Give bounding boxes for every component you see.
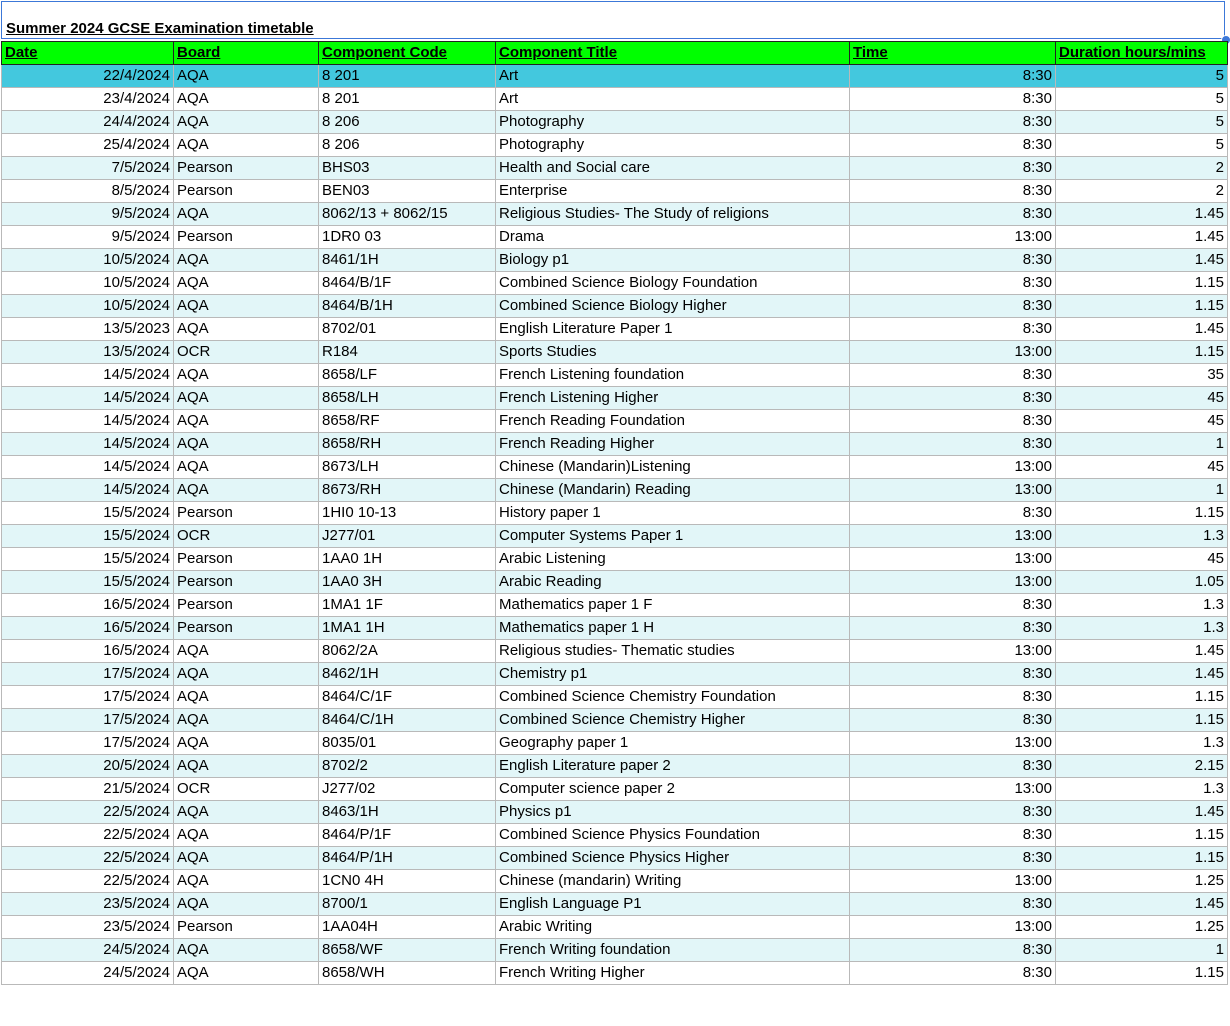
time-cell[interactable]: 13:00 [850, 525, 1056, 548]
component-title-cell[interactable]: Photography [496, 111, 850, 134]
board-cell[interactable]: Pearson [174, 617, 319, 640]
date-cell[interactable]: 16/5/2024 [2, 617, 174, 640]
time-cell[interactable]: 8:30 [850, 939, 1056, 962]
component-title-cell[interactable]: Art [496, 65, 850, 88]
board-cell[interactable]: Pearson [174, 594, 319, 617]
duration-cell[interactable]: 1.45 [1056, 226, 1228, 249]
date-cell[interactable]: 22/5/2024 [2, 801, 174, 824]
component-code-cell[interactable]: 8702/01 [319, 318, 496, 341]
table-row[interactable] [2, 295, 1228, 318]
time-cell[interactable]: 13:00 [850, 226, 1056, 249]
board-cell[interactable]: AQA [174, 88, 319, 111]
component-title-cell[interactable]: Combined Science Chemistry Foundation [496, 686, 850, 709]
time-cell[interactable]: 8:30 [850, 364, 1056, 387]
duration-cell[interactable]: 1.3 [1056, 594, 1228, 617]
duration-cell[interactable]: 1.45 [1056, 663, 1228, 686]
board-cell[interactable]: AQA [174, 295, 319, 318]
duration-cell[interactable]: 1.3 [1056, 525, 1228, 548]
duration-cell[interactable]: 1.45 [1056, 318, 1228, 341]
component-code-cell[interactable]: 8463/1H [319, 801, 496, 824]
time-cell[interactable]: 8:30 [850, 65, 1056, 88]
table-row[interactable] [2, 732, 1228, 755]
table-row[interactable] [2, 180, 1228, 203]
table-row[interactable] [2, 571, 1228, 594]
component-code-cell[interactable]: 8700/1 [319, 893, 496, 916]
component-code-cell[interactable]: 8 206 [319, 111, 496, 134]
component-code-cell[interactable]: 8062/2A [319, 640, 496, 663]
table-row[interactable] [2, 548, 1228, 571]
date-cell[interactable]: 21/5/2024 [2, 778, 174, 801]
duration-cell[interactable]: 45 [1056, 410, 1228, 433]
component-code-cell[interactable]: 8464/P/1H [319, 847, 496, 870]
component-code-cell[interactable]: BHS03 [319, 157, 496, 180]
table-row[interactable] [2, 893, 1228, 916]
date-cell[interactable]: 14/5/2024 [2, 456, 174, 479]
component-title-cell[interactable]: Mathematics paper 1 F [496, 594, 850, 617]
duration-cell[interactable]: 1.3 [1056, 778, 1228, 801]
component-title-cell[interactable]: English Literature paper 2 [496, 755, 850, 778]
board-cell[interactable]: AQA [174, 801, 319, 824]
time-cell[interactable]: 13:00 [850, 341, 1056, 364]
header-component-code[interactable]: Component Code [319, 42, 496, 65]
date-cell[interactable]: 22/5/2024 [2, 847, 174, 870]
date-cell[interactable]: 15/5/2024 [2, 525, 174, 548]
date-cell[interactable]: 13/5/2024 [2, 341, 174, 364]
date-cell[interactable]: 7/5/2024 [2, 157, 174, 180]
date-cell[interactable]: 23/5/2024 [2, 893, 174, 916]
component-code-cell[interactable]: 8464/B/1F [319, 272, 496, 295]
date-cell[interactable]: 23/4/2024 [2, 88, 174, 111]
component-title-cell[interactable]: French Reading Foundation [496, 410, 850, 433]
table-row[interactable] [2, 663, 1228, 686]
time-cell[interactable]: 8:30 [850, 502, 1056, 525]
duration-cell[interactable]: 45 [1056, 548, 1228, 571]
component-code-cell[interactable]: 8673/LH [319, 456, 496, 479]
component-title-cell[interactable]: Arabic Listening [496, 548, 850, 571]
component-code-cell[interactable]: R184 [319, 341, 496, 364]
component-title-cell[interactable]: French Writing foundation [496, 939, 850, 962]
component-title-cell[interactable]: French Writing Higher [496, 962, 850, 985]
time-cell[interactable]: 8:30 [850, 801, 1056, 824]
table-row[interactable] [2, 456, 1228, 479]
component-code-cell[interactable]: 8658/RH [319, 433, 496, 456]
date-cell[interactable]: 14/5/2024 [2, 433, 174, 456]
duration-cell[interactable]: 1.3 [1056, 732, 1228, 755]
duration-cell[interactable]: 1 [1056, 433, 1228, 456]
date-cell[interactable]: 20/5/2024 [2, 755, 174, 778]
board-cell[interactable]: Pearson [174, 571, 319, 594]
table-row[interactable] [2, 433, 1228, 456]
time-cell[interactable]: 13:00 [850, 732, 1056, 755]
duration-cell[interactable]: 5 [1056, 134, 1228, 157]
component-title-cell[interactable]: Art [496, 88, 850, 111]
component-title-cell[interactable]: Chemistry p1 [496, 663, 850, 686]
time-cell[interactable]: 8:30 [850, 295, 1056, 318]
date-cell[interactable]: 14/5/2024 [2, 479, 174, 502]
component-code-cell[interactable]: 1DR0 03 [319, 226, 496, 249]
board-cell[interactable]: AQA [174, 203, 319, 226]
time-cell[interactable]: 8:30 [850, 203, 1056, 226]
time-cell[interactable]: 8:30 [850, 180, 1056, 203]
time-cell[interactable]: 13:00 [850, 571, 1056, 594]
component-code-cell[interactable]: J277/01 [319, 525, 496, 548]
component-code-cell[interactable]: 8673/RH [319, 479, 496, 502]
date-cell[interactable]: 17/5/2024 [2, 709, 174, 732]
board-cell[interactable]: AQA [174, 870, 319, 893]
component-title-cell[interactable]: Chinese (Mandarin) Reading [496, 479, 850, 502]
component-code-cell[interactable]: 8461/1H [319, 249, 496, 272]
board-cell[interactable]: Pearson [174, 226, 319, 249]
component-title-cell[interactable]: Religious studies- Thematic studies [496, 640, 850, 663]
component-code-cell[interactable]: 8464/C/1F [319, 686, 496, 709]
table-row[interactable] [2, 962, 1228, 985]
time-cell[interactable]: 13:00 [850, 778, 1056, 801]
component-code-cell[interactable]: 8062/13 + 8062/15 [319, 203, 496, 226]
board-cell[interactable]: AQA [174, 640, 319, 663]
component-title-cell[interactable]: Combined Science Physics Foundation [496, 824, 850, 847]
time-cell[interactable]: 8:30 [850, 755, 1056, 778]
duration-cell[interactable]: 1.25 [1056, 916, 1228, 939]
duration-cell[interactable]: 45 [1056, 387, 1228, 410]
board-cell[interactable]: AQA [174, 686, 319, 709]
duration-cell[interactable]: 1.45 [1056, 801, 1228, 824]
component-code-cell[interactable]: 1AA0 3H [319, 571, 496, 594]
board-cell[interactable]: AQA [174, 962, 319, 985]
component-title-cell[interactable]: French Reading Higher [496, 433, 850, 456]
date-cell[interactable]: 25/4/2024 [2, 134, 174, 157]
board-cell[interactable]: AQA [174, 709, 319, 732]
component-code-cell[interactable]: 8658/RF [319, 410, 496, 433]
duration-cell[interactable]: 1.45 [1056, 249, 1228, 272]
title-cell[interactable] [1, 1, 1225, 39]
table-row[interactable] [2, 134, 1228, 157]
date-cell[interactable]: 14/5/2024 [2, 387, 174, 410]
time-cell[interactable]: 8:30 [850, 594, 1056, 617]
date-cell[interactable]: 9/5/2024 [2, 203, 174, 226]
component-code-cell[interactable]: 8035/01 [319, 732, 496, 755]
component-code-cell[interactable]: 8658/WH [319, 962, 496, 985]
component-code-cell[interactable]: 8464/P/1F [319, 824, 496, 847]
date-cell[interactable]: 17/5/2024 [2, 732, 174, 755]
duration-cell[interactable]: 1 [1056, 939, 1228, 962]
board-cell[interactable]: AQA [174, 364, 319, 387]
board-cell[interactable]: AQA [174, 847, 319, 870]
board-cell[interactable]: AQA [174, 479, 319, 502]
board-cell[interactable]: AQA [174, 732, 319, 755]
time-cell[interactable]: 8:30 [850, 893, 1056, 916]
duration-cell[interactable]: 1.15 [1056, 709, 1228, 732]
header-row [2, 42, 1228, 65]
table-row[interactable] [2, 709, 1228, 732]
board-cell[interactable]: Pearson [174, 157, 319, 180]
time-cell[interactable]: 13:00 [850, 640, 1056, 663]
time-cell[interactable]: 8:30 [850, 318, 1056, 341]
component-title-cell[interactable]: Computer Systems Paper 1 [496, 525, 850, 548]
board-cell[interactable]: AQA [174, 663, 319, 686]
duration-cell[interactable]: 2 [1056, 180, 1228, 203]
date-cell[interactable]: 16/5/2024 [2, 640, 174, 663]
component-code-cell[interactable]: 1CN0 4H [319, 870, 496, 893]
date-cell[interactable]: 22/5/2024 [2, 870, 174, 893]
component-code-cell[interactable]: 1AA04H [319, 916, 496, 939]
date-cell[interactable]: 22/5/2024 [2, 824, 174, 847]
table-row[interactable] [2, 249, 1228, 272]
duration-cell[interactable]: 1.45 [1056, 203, 1228, 226]
table-row[interactable] [2, 847, 1228, 870]
time-cell[interactable]: 8:30 [850, 663, 1056, 686]
table-row[interactable] [2, 341, 1228, 364]
component-title-cell[interactable]: Sports Studies [496, 341, 850, 364]
time-cell[interactable]: 8:30 [850, 249, 1056, 272]
time-cell[interactable]: 8:30 [850, 157, 1056, 180]
table-row[interactable] [2, 88, 1228, 111]
component-title-cell[interactable]: History paper 1 [496, 502, 850, 525]
component-title-cell[interactable]: Enterprise [496, 180, 850, 203]
date-cell[interactable]: 24/5/2024 [2, 962, 174, 985]
time-cell[interactable]: 8:30 [850, 847, 1056, 870]
table-row[interactable] [2, 272, 1228, 295]
component-title-cell[interactable]: French Listening foundation [496, 364, 850, 387]
duration-cell[interactable]: 1 [1056, 479, 1228, 502]
duration-cell[interactable]: 1.15 [1056, 686, 1228, 709]
component-title-cell[interactable]: Physics p1 [496, 801, 850, 824]
duration-cell[interactable]: 5 [1056, 65, 1228, 88]
table-row[interactable] [2, 801, 1228, 824]
table-row[interactable] [2, 318, 1228, 341]
board-cell[interactable]: Pearson [174, 916, 319, 939]
component-code-cell[interactable]: 8464/B/1H [319, 295, 496, 318]
board-cell[interactable]: AQA [174, 134, 319, 157]
time-cell[interactable]: 13:00 [850, 548, 1056, 571]
component-title-cell[interactable]: Combined Science Biology Higher [496, 295, 850, 318]
component-code-cell[interactable]: 1MA1 1F [319, 594, 496, 617]
component-code-cell[interactable]: 8464/C/1H [319, 709, 496, 732]
time-cell[interactable]: 8:30 [850, 962, 1056, 985]
table-row[interactable] [2, 870, 1228, 893]
component-code-cell[interactable]: BEN03 [319, 180, 496, 203]
component-title-cell[interactable]: English Language P1 [496, 893, 850, 916]
duration-cell[interactable]: 1.15 [1056, 502, 1228, 525]
duration-cell[interactable]: 1.45 [1056, 640, 1228, 663]
table-row[interactable] [2, 916, 1228, 939]
time-cell[interactable]: 8:30 [850, 686, 1056, 709]
table-row[interactable] [2, 65, 1228, 88]
board-cell[interactable]: AQA [174, 433, 319, 456]
board-cell[interactable]: Pearson [174, 180, 319, 203]
date-cell[interactable]: 13/5/2023 [2, 318, 174, 341]
duration-cell[interactable]: 5 [1056, 88, 1228, 111]
time-cell[interactable]: 13:00 [850, 916, 1056, 939]
time-cell[interactable]: 8:30 [850, 709, 1056, 732]
component-code-cell[interactable]: 8 201 [319, 88, 496, 111]
duration-cell[interactable]: 2.15 [1056, 755, 1228, 778]
table-row[interactable] [2, 502, 1228, 525]
duration-cell[interactable]: 1.3 [1056, 617, 1228, 640]
board-cell[interactable]: OCR [174, 778, 319, 801]
component-code-cell[interactable]: J277/02 [319, 778, 496, 801]
duration-cell[interactable]: 1.15 [1056, 824, 1228, 847]
page-title: Summer 2024 GCSE Examination timetable [6, 20, 314, 37]
board-cell[interactable]: AQA [174, 755, 319, 778]
table-row[interactable] [2, 525, 1228, 548]
component-code-cell[interactable]: 8658/LF [319, 364, 496, 387]
component-title-cell[interactable]: Combined Science Biology Foundation [496, 272, 850, 295]
component-title-cell[interactable]: Biology p1 [496, 249, 850, 272]
duration-cell[interactable]: 1.15 [1056, 847, 1228, 870]
component-code-cell[interactable]: 1MA1 1H [319, 617, 496, 640]
time-cell[interactable]: 13:00 [850, 479, 1056, 502]
date-cell[interactable]: 17/5/2024 [2, 686, 174, 709]
component-title-cell[interactable]: Arabic Writing [496, 916, 850, 939]
duration-cell[interactable]: 1.15 [1056, 962, 1228, 985]
table-row[interactable] [2, 778, 1228, 801]
board-cell[interactable]: OCR [174, 525, 319, 548]
table-row[interactable] [2, 111, 1228, 134]
time-cell[interactable]: 8:30 [850, 387, 1056, 410]
component-title-cell[interactable]: Combined Science Physics Higher [496, 847, 850, 870]
duration-cell[interactable]: 5 [1056, 111, 1228, 134]
duration-cell[interactable]: 1.15 [1056, 295, 1228, 318]
board-cell[interactable]: AQA [174, 939, 319, 962]
board-cell[interactable]: AQA [174, 249, 319, 272]
date-cell[interactable]: 10/5/2024 [2, 295, 174, 318]
duration-cell[interactable]: 1.15 [1056, 341, 1228, 364]
duration-cell[interactable]: 1.45 [1056, 893, 1228, 916]
board-cell[interactable]: Pearson [174, 548, 319, 571]
header-time[interactable]: Time [850, 42, 1056, 65]
component-code-cell[interactable]: 8462/1H [319, 663, 496, 686]
time-cell[interactable]: 8:30 [850, 134, 1056, 157]
header-component-title[interactable]: Component Title [496, 42, 850, 65]
duration-cell[interactable]: 1.05 [1056, 571, 1228, 594]
board-cell[interactable]: AQA [174, 893, 319, 916]
date-cell[interactable]: 15/5/2024 [2, 502, 174, 525]
board-cell[interactable]: AQA [174, 111, 319, 134]
component-title-cell[interactable]: Combined Science Chemistry Higher [496, 709, 850, 732]
component-code-cell[interactable]: 8658/WF [319, 939, 496, 962]
duration-cell[interactable]: 1.25 [1056, 870, 1228, 893]
table-row[interactable] [2, 594, 1228, 617]
table-row[interactable] [2, 410, 1228, 433]
date-cell[interactable]: 24/4/2024 [2, 111, 174, 134]
time-cell[interactable]: 8:30 [850, 272, 1056, 295]
board-cell[interactable]: AQA [174, 456, 319, 479]
date-cell[interactable]: 24/5/2024 [2, 939, 174, 962]
component-code-cell[interactable]: 1HI0 10-13 [319, 502, 496, 525]
table-row[interactable] [2, 226, 1228, 249]
component-title-cell[interactable]: Drama [496, 226, 850, 249]
time-cell[interactable]: 8:30 [850, 111, 1056, 134]
duration-cell[interactable]: 45 [1056, 456, 1228, 479]
component-title-cell[interactable]: Religious Studies- The Study of religions [496, 203, 850, 226]
board-cell[interactable]: AQA [174, 824, 319, 847]
date-cell[interactable]: 8/5/2024 [2, 180, 174, 203]
time-cell[interactable]: 13:00 [850, 456, 1056, 479]
table-row[interactable] [2, 203, 1228, 226]
date-cell[interactable]: 16/5/2024 [2, 594, 174, 617]
duration-cell[interactable]: 35 [1056, 364, 1228, 387]
component-code-cell[interactable]: 8702/2 [319, 755, 496, 778]
header-board[interactable]: Board [174, 42, 319, 65]
time-cell[interactable]: 8:30 [850, 410, 1056, 433]
timetable-table [1, 41, 1228, 985]
date-cell[interactable]: 22/4/2024 [2, 65, 174, 88]
table-row[interactable] [2, 479, 1228, 502]
time-cell[interactable]: 8:30 [850, 88, 1056, 111]
component-title-cell[interactable]: Geography paper 1 [496, 732, 850, 755]
board-cell[interactable]: AQA [174, 318, 319, 341]
duration-cell[interactable]: 2 [1056, 157, 1228, 180]
board-cell[interactable]: AQA [174, 387, 319, 410]
table-row[interactable] [2, 364, 1228, 387]
table-row[interactable] [2, 939, 1228, 962]
component-code-cell[interactable]: 1AA0 1H [319, 548, 496, 571]
date-cell[interactable]: 15/5/2024 [2, 571, 174, 594]
date-cell[interactable]: 15/5/2024 [2, 548, 174, 571]
board-cell[interactable]: AQA [174, 410, 319, 433]
table-row[interactable] [2, 824, 1228, 847]
duration-cell[interactable]: 1.15 [1056, 272, 1228, 295]
component-code-cell[interactable]: 8 201 [319, 65, 496, 88]
component-title-cell[interactable]: French Listening Higher [496, 387, 850, 410]
table-row[interactable] [2, 640, 1228, 663]
component-title-cell[interactable]: Computer science paper 2 [496, 778, 850, 801]
component-title-cell[interactable]: English Literature Paper 1 [496, 318, 850, 341]
table-row[interactable] [2, 387, 1228, 410]
table-row[interactable] [2, 686, 1228, 709]
board-cell[interactable]: OCR [174, 341, 319, 364]
header-duration[interactable]: Duration hours/mins [1056, 42, 1228, 65]
table-row[interactable] [2, 755, 1228, 778]
time-cell[interactable]: 8:30 [850, 433, 1056, 456]
board-cell[interactable]: AQA [174, 65, 319, 88]
component-code-cell[interactable]: 8658/LH [319, 387, 496, 410]
time-cell[interactable]: 13:00 [850, 870, 1056, 893]
time-cell[interactable]: 8:30 [850, 824, 1056, 847]
component-title-cell[interactable]: Chinese (mandarin) Writing [496, 870, 850, 893]
board-cell[interactable]: AQA [174, 272, 319, 295]
table-row[interactable] [2, 157, 1228, 180]
header-date[interactable]: Date [2, 42, 174, 65]
time-cell[interactable]: 8:30 [850, 617, 1056, 640]
date-cell[interactable]: 10/5/2024 [2, 272, 174, 295]
table-row[interactable] [2, 617, 1228, 640]
date-cell[interactable]: 23/5/2024 [2, 916, 174, 939]
component-title-cell[interactable]: Health and Social care [496, 157, 850, 180]
date-cell[interactable]: 9/5/2024 [2, 226, 174, 249]
board-cell[interactable]: Pearson [174, 502, 319, 525]
component-title-cell[interactable]: Photography [496, 134, 850, 157]
component-title-cell[interactable]: Arabic Reading [496, 571, 850, 594]
date-cell[interactable]: 14/5/2024 [2, 364, 174, 387]
component-code-cell[interactable]: 8 206 [319, 134, 496, 157]
date-cell[interactable]: 14/5/2024 [2, 410, 174, 433]
component-title-cell[interactable]: Chinese (Mandarin)Listening [496, 456, 850, 479]
date-cell[interactable]: 17/5/2024 [2, 663, 174, 686]
component-title-cell[interactable]: Mathematics paper 1 H [496, 617, 850, 640]
date-cell[interactable]: 10/5/2024 [2, 249, 174, 272]
